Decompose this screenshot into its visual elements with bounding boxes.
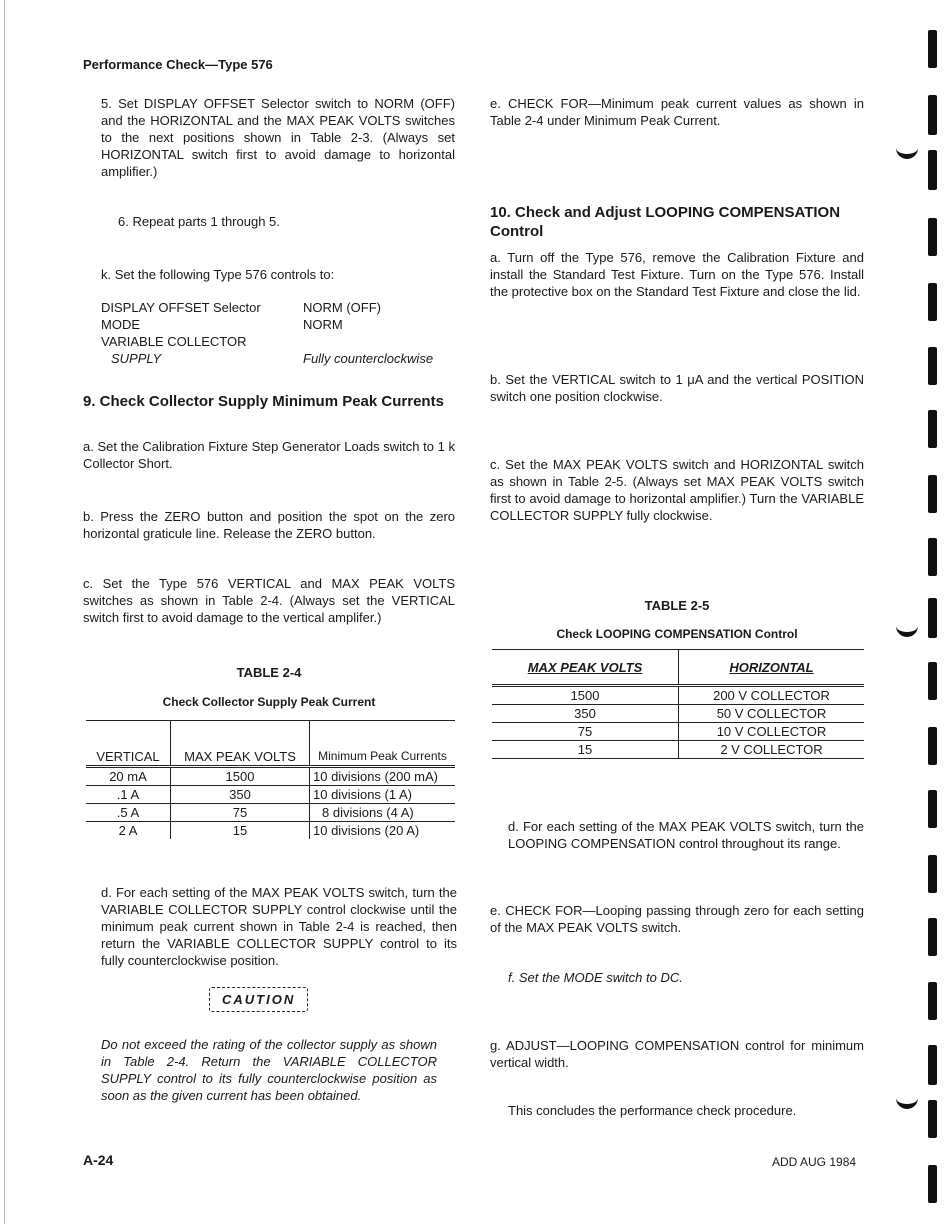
binder-mark	[928, 347, 937, 385]
step-10a-paragraph: a. Turn off the Type 576, remove the Calibration Fixture and install the Standard Test Fixture. Turn on the Type 576. Install the protective box on the Standard Test Fixture and close the lid.	[490, 250, 864, 299]
binder-mark	[928, 95, 937, 135]
control-value: NORM	[303, 317, 343, 332]
table-cell: 10 divisions (20 A)	[310, 822, 456, 840]
step-9d-paragraph: d. For each setting of the MAX PEAK VOLTS switch, turn the VARIABLE COLLECTOR SUPPLY control clockwise until the minimum peak current shown in Table 2-4 is reached, then return the VARIABLE COLLECTOR SUPPLY control to its fully counterclockwise position.	[101, 885, 457, 968]
table-cell: 10 divisions (1 A)	[310, 786, 456, 804]
table-cell: 350	[492, 705, 679, 723]
page-header-title: Performance Check—Type 576	[83, 57, 273, 72]
table-2-5-title: Check LOOPING COMPENSATION Control	[556, 627, 798, 641]
table-2-5-label: TABLE 2-5	[644, 598, 710, 613]
table-row	[86, 804, 455, 822]
binder-mark	[928, 982, 937, 1020]
binder-mark	[928, 538, 937, 576]
binder-mark	[928, 218, 937, 256]
control-row	[101, 350, 461, 367]
table-cell: 50 V COLLECTOR	[679, 705, 865, 723]
table-row	[86, 767, 455, 786]
binder-mark	[928, 918, 937, 956]
binder-mark	[928, 662, 937, 700]
binder-swoosh	[896, 140, 918, 159]
control-value: Fully counterclockwise	[303, 351, 434, 366]
control-name: MODE	[101, 317, 140, 332]
section-10-heading: 10. Check and Adjust LOOPING COMPENSATION Control	[490, 204, 841, 240]
step-5-paragraph: 5. Set DISPLAY OFFSET Selector switch to NORM (OFF) and the HORIZONTAL and the MAX PEAK VOLTS switches to the next positions shown in Table 2-3. (Always set HORIZONTAL switch first to avoid damage to horizontal amplifier.)	[101, 96, 455, 179]
table-row	[86, 786, 455, 804]
binder-mark	[928, 1045, 937, 1085]
table-cell: 20 mA	[86, 767, 171, 786]
table-cell: 75	[171, 804, 310, 822]
table-cell: 1500	[492, 686, 679, 705]
controls-list	[101, 299, 461, 367]
conclusion-paragraph: This concludes the performance check procedure.	[508, 1103, 797, 1118]
control-row	[101, 299, 461, 316]
table-cell: 2 V COLLECTOR	[679, 741, 865, 759]
step-k-paragraph: k. Set the following Type 576 controls to:	[101, 267, 335, 282]
table-cell: 15	[171, 822, 310, 840]
binder-mark	[928, 1165, 937, 1203]
table-cell: 10 V COLLECTOR	[679, 723, 865, 741]
table-header-cell: HORIZONTAL	[679, 650, 865, 686]
table-2-4-label: TABLE 2-4	[236, 665, 302, 680]
binder-mark	[928, 150, 937, 190]
control-value: NORM (OFF)	[303, 300, 381, 315]
page-number: A-24	[83, 1152, 114, 1168]
table-cell: 200 V COLLECTOR	[679, 686, 865, 705]
table-cell: 75	[492, 723, 679, 741]
table-row	[86, 822, 455, 840]
table-row	[492, 741, 864, 759]
step-10g-paragraph: g. ADJUST—LOOPING COMPENSATION control for minimum vertical width.	[490, 1038, 864, 1070]
section-9-heading: 9. Check Collector Supply Minimum Peak Currents	[83, 393, 444, 410]
step-9a-paragraph: a. Set the Calibration Fixture Step Generator Loads switch to 1 k Collector Short.	[83, 439, 455, 471]
control-row	[101, 316, 461, 333]
step-10f-paragraph: f. Set the MODE switch to DC.	[508, 970, 683, 985]
step-10e-paragraph: e. CHECK FOR—Looping passing through zero for each setting of the MAX PEAK VOLTS switch.	[490, 903, 864, 935]
table-row	[492, 686, 864, 705]
table-row	[492, 723, 864, 741]
binder-mark	[928, 598, 937, 638]
table-cell: 10 divisions (200 mA)	[310, 767, 456, 786]
step-9c-paragraph: c. Set the Type 576 VERTICAL and MAX PEAK VOLTS switches as shown in Table 2-4. (Always set the VERTICAL switch first to avoid damage to the vertical amplifer.)	[83, 576, 455, 625]
step-6-paragraph: 6. Repeat parts 1 through 5.	[118, 214, 280, 229]
revision-date: ADD AUG 1984	[772, 1155, 857, 1169]
table-cell: 8 divisions (4 A)	[310, 804, 456, 822]
step-10b-paragraph: b. Set the VERTICAL switch to 1 μA and the vertical POSITION switch one position clockwise.	[490, 372, 864, 404]
control-row	[101, 333, 461, 350]
table-header-cell: VERTICAL	[86, 721, 171, 767]
binder-mark	[928, 30, 937, 68]
scan-edge-line	[4, 0, 5, 1224]
table-2-5	[492, 649, 864, 759]
binder-swoosh	[896, 618, 918, 637]
caution-box	[209, 987, 308, 1012]
control-name: VARIABLE COLLECTOR	[101, 334, 247, 349]
table-cell: 2 A	[118, 823, 138, 838]
binder-mark	[928, 475, 937, 513]
binder-mark	[928, 410, 937, 448]
table-cell: .5 A	[86, 804, 171, 822]
control-name: DISPLAY OFFSET Selector	[101, 300, 261, 315]
table-header-cell: MAX PEAK VOLTS	[171, 721, 310, 767]
table-2-4	[86, 720, 455, 839]
binder-mark	[928, 790, 937, 828]
control-name: SUPPLY	[111, 351, 162, 366]
table-header-cell: Minimum Peak Currents	[310, 721, 456, 767]
table-2-4-title: Check Collector Supply Peak Current	[162, 695, 376, 709]
caution-label: CAUTION	[209, 987, 308, 1012]
step-10c-paragraph: c. Set the MAX PEAK VOLTS switch and HORIZONTAL switch as shown in Table 2-5. (Always set MAX PEAK VOLTS switch first to avoid damage to horizontal amplifier.) Turn the VARIABLE COLLECTOR SUPPLY fully clockwise.	[490, 457, 864, 523]
table-cell: .1 A	[86, 786, 171, 804]
binder-mark	[928, 1100, 937, 1138]
binder-mark	[928, 283, 937, 321]
table-cell: 350	[171, 786, 310, 804]
binder-mark	[928, 855, 937, 893]
table-row	[492, 705, 864, 723]
step-10d-paragraph: d. For each setting of the MAX PEAK VOLTS switch, turn the LOOPING COMPENSATION control throughout its range.	[508, 819, 864, 851]
table-header-cell: MAX PEAK VOLTS	[492, 650, 679, 686]
step-9b-paragraph: b. Press the ZERO button and position the spot on the zero horizontal graticule line. Release the ZERO button.	[83, 509, 455, 541]
caution-text: Do not exceed the rating of the collector supply as shown in Table 2-4. Return the VARIABLE COLLECTOR SUPPLY control to its fully counterclockwise position as soon as the given current has been obtained.	[101, 1037, 437, 1103]
binder-swoosh	[896, 1090, 918, 1109]
step-9e-paragraph: e. CHECK FOR—Minimum peak current values as shown in Table 2-4 under Minimum Peak Current.	[490, 96, 864, 128]
binder-mark	[928, 727, 937, 765]
table-cell: 15	[492, 741, 679, 759]
table-cell: 1500	[171, 767, 310, 786]
